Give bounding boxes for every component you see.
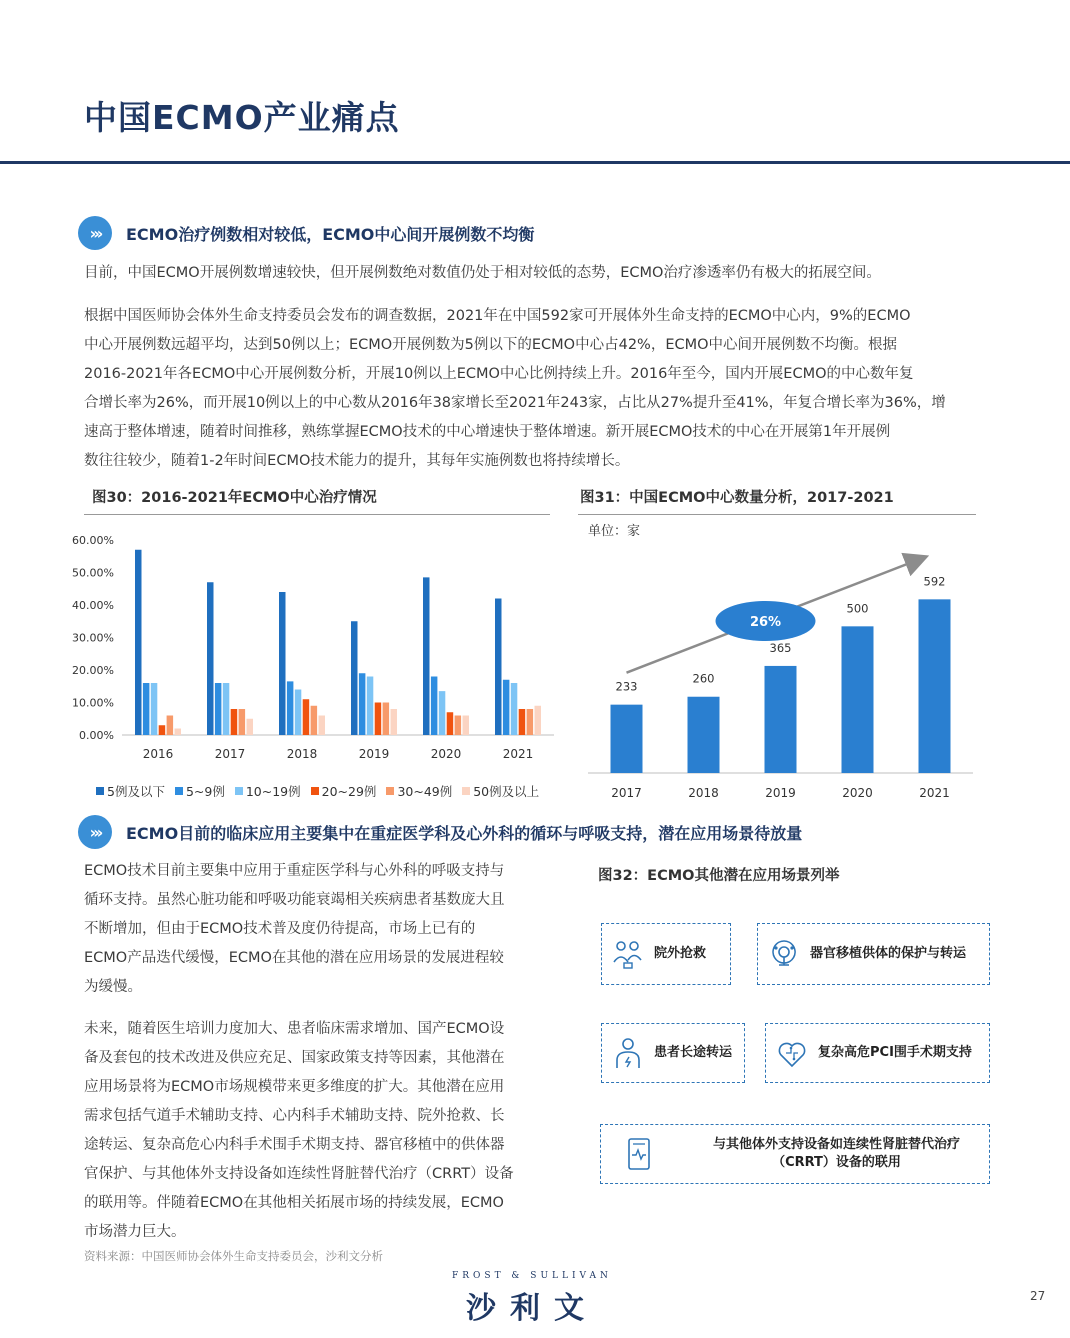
figure-31-chart xyxy=(578,525,978,805)
section-1-paragraph-1 xyxy=(84,259,979,288)
figure-32-title: 图32：ECMO其他潜在应用场景列举 xyxy=(598,868,840,884)
bar-2018-series-5 xyxy=(319,716,326,736)
bar-2020-series-2 xyxy=(439,691,446,735)
section-2-paragraph-1 xyxy=(84,857,554,1002)
legend-swatch xyxy=(235,787,243,795)
bar-2016-series-3 xyxy=(159,725,166,735)
bar-2016-series-4 xyxy=(167,716,174,736)
scene-card-rescue xyxy=(601,923,731,985)
legend-swatch xyxy=(386,787,394,795)
legend-label: 20~29例 xyxy=(321,784,377,799)
paragraph-line: 备及套包的技术改进及供应充足、国家政策支持等因素，其他潜在 xyxy=(84,1050,505,1066)
paragraph-line: 官保护、与其他体外支持设备如连续性肾脏替代治疗（CRRT）设备 xyxy=(84,1166,514,1182)
patient-transport-icon xyxy=(610,1035,646,1071)
scene-card-pci-support xyxy=(765,1023,990,1083)
section-2-heading xyxy=(78,815,802,849)
x-tick-label: 2019 xyxy=(358,747,390,761)
x-tick-label: 2017 xyxy=(611,786,642,800)
legend-label: 50例及以上 xyxy=(473,784,540,799)
paragraph-line: 途转运、复杂高危心内科手术围手术期支持、器官移植中的供体器 xyxy=(84,1137,505,1153)
data-label: 233 xyxy=(615,679,638,694)
paragraph-line: 中心开展例数远超平均，达到50例以上；ECMO开展例数为5例以下的ECMO中心占42%，ECMO中心间开展例数不均衡。根据 xyxy=(84,337,898,353)
rescue-team-icon xyxy=(610,936,646,972)
double-chevron-icon: ››› xyxy=(78,216,112,250)
bar-2019-series-3 xyxy=(375,703,382,736)
bar-2018-series-4 xyxy=(311,706,318,735)
bar-2017-series-2 xyxy=(223,683,230,735)
bar-2016-series-5 xyxy=(175,729,182,736)
bar-2021-series-5 xyxy=(535,706,542,735)
bar-2018 xyxy=(688,697,720,773)
paragraph-line: 合增长率为26%，而开展10例以上的中心数从2016年38家增长至2021年243家，占比从27%提升至41%，年复合增长率为36%，增 xyxy=(84,395,946,411)
paragraph-line: 速高于整体增速，随着时间推移，熟练掌握ECMO技术的中心增速快于整体增速。新开展ECMO技术的中心在开展第1年开展例 xyxy=(84,424,891,440)
bar-2021-series-4 xyxy=(527,709,534,735)
scene-card-crrt-combination xyxy=(600,1124,990,1184)
bar-2020 xyxy=(842,626,874,773)
bar-2018-series-2 xyxy=(295,690,302,736)
x-tick-label: 2021 xyxy=(919,786,950,800)
legend-item xyxy=(386,782,452,800)
x-tick-label: 2016 xyxy=(142,747,174,761)
y-tick-label: 30.00% xyxy=(72,631,114,645)
bar-2021-series-2 xyxy=(511,683,518,735)
figure-31-rule xyxy=(578,514,976,515)
x-tick-label: 2020 xyxy=(842,786,873,800)
logo-frost-sullivan: FROST & SULLIVAN xyxy=(452,1271,612,1281)
scene-label: 院外抢救 xyxy=(654,946,707,961)
x-tick-label: 2018 xyxy=(286,747,318,761)
paragraph-line: 未来，随着医生培训力度加大、患者临床需求增加、国产ECMO设 xyxy=(84,1021,505,1037)
logo-shaliwen: 沙利文 xyxy=(466,1291,598,1326)
figure-30-legend xyxy=(96,782,549,800)
bar-2018-series-3 xyxy=(303,699,310,735)
paragraph-line: 为缓慢。 xyxy=(84,979,142,995)
organ-transplant-icon xyxy=(766,936,802,972)
figure-31-title: 图31：中国ECMO中心数量分析，2017-2021 xyxy=(580,490,894,506)
y-tick-label: 10.00% xyxy=(72,696,114,710)
bar-2020-series-3 xyxy=(447,712,454,735)
bar-2019-series-2 xyxy=(367,677,374,736)
bar-2017-series-5 xyxy=(247,719,254,735)
bar-2017-series-3 xyxy=(231,709,238,735)
data-label: 592 xyxy=(923,574,946,589)
x-tick-label: 2019 xyxy=(765,786,796,800)
paragraph-line: 根据中国医师协会体外生命支持委员会发布的调查数据，2021年在中国592家可开展体外生命支持的ECMO中心内，9%的ECMO xyxy=(84,308,911,324)
bar-2016-series-1 xyxy=(143,683,150,735)
page-title: 中国ECMO产业痛点 xyxy=(84,98,400,137)
data-label: 260 xyxy=(692,671,715,686)
bar-2016-series-0 xyxy=(135,550,142,735)
section-2-paragraph-2 xyxy=(84,1015,554,1247)
double-chevron-icon: ››› xyxy=(78,815,112,849)
bar-2019-series-0 xyxy=(351,621,358,735)
legend-label: 5~9例 xyxy=(185,784,225,799)
bar-2020-series-5 xyxy=(463,716,470,736)
paragraph-line: 市场潜力巨大。 xyxy=(84,1224,186,1240)
x-tick-label: 2018 xyxy=(688,786,719,800)
bar-2020-series-4 xyxy=(455,716,462,736)
x-tick-label: 2017 xyxy=(214,747,246,761)
paragraph-line: 的联用等。伴随着ECMO在其他相关拓展市场的持续发展，ECMO xyxy=(84,1195,504,1211)
bar-2016-series-2 xyxy=(151,683,158,735)
paragraph-line: 2016-2021年各ECMO中心开展例数分析，开展10例以上ECMO中心比例持续上升。2016年至今，国内开展ECMO的中心数年复 xyxy=(84,366,914,382)
y-tick-label: 60.00% xyxy=(72,534,114,547)
scene-card-organ-transplant xyxy=(757,923,990,985)
bar-2020-series-1 xyxy=(431,677,438,736)
legend-swatch xyxy=(311,787,319,795)
paragraph-line: 循环支持。虽然心脏功能和呼吸功能衰竭相关疾病患者基数庞大且 xyxy=(84,892,505,908)
bar-2021 xyxy=(919,599,951,773)
cagr-label: 26% xyxy=(749,615,782,630)
y-tick-label: 50.00% xyxy=(72,566,114,580)
legend-swatch xyxy=(96,787,104,795)
legend-item xyxy=(96,782,165,800)
section-1-heading xyxy=(78,216,534,250)
figure-30-title: 图30：2016-2021年ECMO中心治疗情况 xyxy=(92,490,377,506)
paragraph-line: 不断增加，但由于ECMO技术普及度仍待提高，市场上已有的 xyxy=(84,921,476,937)
x-tick-label: 2021 xyxy=(502,747,534,761)
bar-2019 xyxy=(765,666,797,773)
y-tick-label: 40.00% xyxy=(72,599,114,612)
legend-label: 10~19例 xyxy=(245,784,301,799)
legend-item xyxy=(462,782,539,800)
page-number: 27 xyxy=(1030,1289,1046,1303)
bar-2018-series-1 xyxy=(287,681,294,735)
bar-2017-series-1 xyxy=(215,683,222,735)
bar-2018-series-0 xyxy=(279,592,286,735)
source-note: 资料来源：中国医师协会体外生命支持委员会，沙利文分析 xyxy=(84,1249,383,1263)
bar-2019-series-1 xyxy=(359,673,366,735)
legend-item xyxy=(311,782,377,800)
bar-2019-series-4 xyxy=(383,703,390,736)
bar-2021-series-1 xyxy=(503,680,510,735)
scene-label xyxy=(713,1136,960,1172)
paragraph-line: ECMO产品迭代缓慢，ECMO在其他的潜在应用场景的发展进程较 xyxy=(84,950,504,966)
paragraph-line: 目前，中国ECMO开展例数增速较快，但开展例数绝对数值仍处于相对较低的态势，ECMO治疗渗透率仍有极大的拓展空间。 xyxy=(84,265,881,281)
section-1-heading-text: ECMO治疗例数相对较低，ECMO中心间开展例数不均衡 xyxy=(126,224,535,244)
monitor-device-icon xyxy=(621,1136,657,1172)
y-tick-label: 20.00% xyxy=(72,664,114,677)
bar-2017-series-0 xyxy=(207,582,214,735)
legend-label: 30~49例 xyxy=(397,784,453,799)
scene-label-line: 与其他体外支持设备如连续性肾脏替代治疗 xyxy=(713,1137,961,1152)
bar-2021-series-3 xyxy=(519,709,526,735)
bar-2017-series-4 xyxy=(239,709,246,735)
legend-item xyxy=(175,782,225,800)
legend-item xyxy=(235,782,301,800)
paragraph-line: ECMO技术目前主要集中应用于重症医学科与心外科的呼吸支持与 xyxy=(84,863,505,879)
legend-swatch xyxy=(462,787,470,795)
section-2-heading-text: ECMO目前的临床应用主要集中在重症医学科及心外科的循环与呼吸支持，潜在应用场景待放量 xyxy=(126,823,803,843)
scene-label: 复杂高危PCI围手术期支持 xyxy=(818,1045,972,1060)
legend-label: 5例及以下 xyxy=(107,784,165,799)
paragraph-line: 数往往较少，随着1-2年时间ECMO技术能力的提升，其每年实施例数也将持续增长。 xyxy=(84,453,630,469)
scene-label-line: （CRRT）设备的联用 xyxy=(772,1155,901,1170)
data-label: 500 xyxy=(846,601,869,616)
heart-circuit-icon xyxy=(774,1035,810,1071)
paragraph-line: 应用场景将为ECMO市场规模带来更多维度的扩大。其他潜在应用 xyxy=(84,1079,505,1095)
bar-2020-series-0 xyxy=(423,577,430,735)
title-divider xyxy=(0,161,1070,164)
bar-2019-series-5 xyxy=(391,709,398,735)
data-label: 365 xyxy=(769,640,792,655)
legend-swatch xyxy=(175,787,183,795)
scene-label: 器官移植供体的保护与转运 xyxy=(810,946,967,961)
x-tick-label: 2020 xyxy=(430,747,462,761)
y-tick-label: 0.00% xyxy=(79,729,114,742)
scene-card-patient-transport xyxy=(601,1023,745,1083)
bar-2017 xyxy=(611,705,643,773)
figure-30-chart xyxy=(62,525,562,770)
section-1-paragraph-2 xyxy=(84,302,979,476)
bar-2021-series-0 xyxy=(495,599,502,736)
figure-31-unit: 单位：家 xyxy=(588,524,641,539)
figure-30-rule xyxy=(84,514,550,515)
scene-label: 患者长途转运 xyxy=(654,1045,733,1060)
paragraph-line: 需求包括气道手术辅助支持、心内科手术辅助支持、院外抢救、长 xyxy=(84,1108,505,1124)
